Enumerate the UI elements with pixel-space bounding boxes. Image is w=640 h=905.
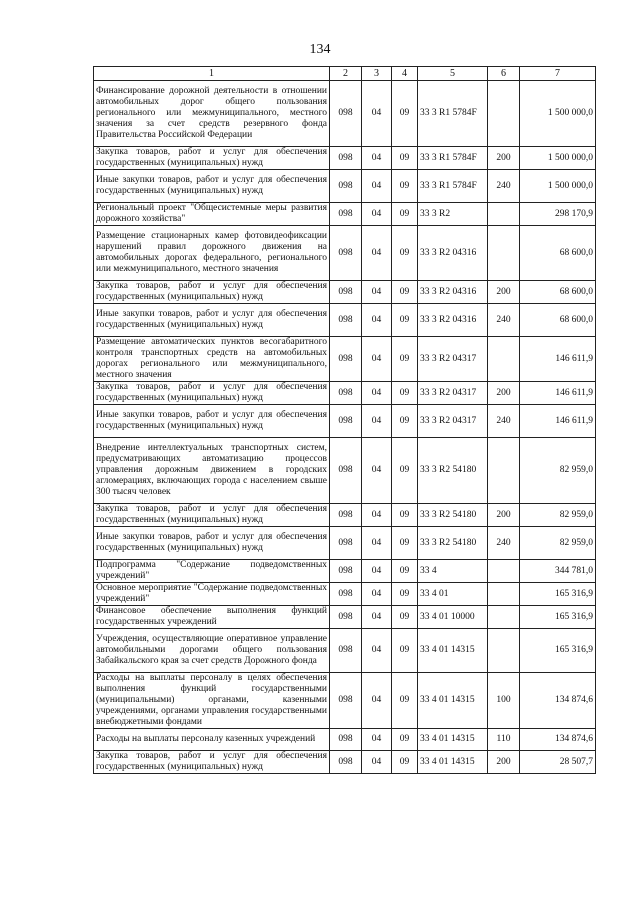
table-row bbox=[94, 281, 596, 304]
table-row bbox=[94, 170, 596, 203]
row-section: 04 bbox=[362, 170, 392, 203]
row-subsection: 09 bbox=[392, 226, 418, 281]
row-target-code: 33 3 R1 5784F bbox=[418, 147, 488, 170]
row-grbs: 098 bbox=[330, 81, 362, 147]
row-grbs: 098 bbox=[330, 729, 362, 751]
row-subsection: 09 bbox=[392, 382, 418, 405]
col-header-5: 5 bbox=[418, 67, 488, 81]
row-section: 04 bbox=[362, 629, 392, 673]
row-amount: 165 316,9 bbox=[520, 606, 596, 629]
row-grbs: 098 bbox=[330, 405, 362, 438]
row-section: 04 bbox=[362, 438, 392, 504]
row-subsection: 09 bbox=[392, 203, 418, 226]
row-subsection: 09 bbox=[392, 170, 418, 203]
row-name: Финансовое обеспечение выполнения функций государственных учреждений bbox=[94, 606, 330, 629]
row-subsection: 09 bbox=[392, 147, 418, 170]
col-header-1: 1 bbox=[94, 67, 330, 81]
row-name: Размещение стационарных камер фотовидеофиксации нарушений правил дорожного движения на автомобильных дорогах федерального, регионального или межмуниципального, местного значения bbox=[94, 226, 330, 281]
row-amount: 82 959,0 bbox=[520, 504, 596, 527]
row-amount: 134 874,6 bbox=[520, 673, 596, 729]
row-name: Внедрение интеллектуальных транспортных систем, предусматривающих автоматизацию процессов управления дорожным движением в городских агломерациях, включающих города с населением свыше 300 тысяч человек bbox=[94, 438, 330, 504]
row-section: 04 bbox=[362, 606, 392, 629]
row-grbs: 098 bbox=[330, 337, 362, 382]
row-subsection: 09 bbox=[392, 337, 418, 382]
row-amount: 344 781,0 bbox=[520, 560, 596, 583]
row-subsection: 09 bbox=[392, 729, 418, 751]
row-target-code: 33 3 R2 54180 bbox=[418, 504, 488, 527]
table-row bbox=[94, 629, 596, 673]
row-grbs: 098 bbox=[330, 527, 362, 560]
table-row bbox=[94, 729, 596, 751]
table-row bbox=[94, 673, 596, 729]
row-expense-type: 200 bbox=[488, 281, 520, 304]
row-section: 04 bbox=[362, 527, 392, 560]
col-header-4: 4 bbox=[392, 67, 418, 81]
row-amount: 165 316,9 bbox=[520, 583, 596, 606]
row-grbs: 098 bbox=[330, 504, 362, 527]
row-section: 04 bbox=[362, 504, 392, 527]
row-name: Подпрограмма "Содержание подведомственных учреждений" bbox=[94, 560, 330, 583]
table-row bbox=[94, 226, 596, 281]
row-grbs: 098 bbox=[330, 583, 362, 606]
row-target-code: 33 3 R1 5784F bbox=[418, 170, 488, 203]
row-subsection: 09 bbox=[392, 606, 418, 629]
row-section: 04 bbox=[362, 729, 392, 751]
row-expense-type: 240 bbox=[488, 304, 520, 337]
row-amount: 68 600,0 bbox=[520, 226, 596, 281]
row-name: Закупка товаров, работ и услуг для обеспечения государственных (муниципальных) нужд bbox=[94, 147, 330, 170]
row-target-code: 33 3 R1 5784F bbox=[418, 81, 488, 147]
row-name: Иные закупки товаров, работ и услуг для обеспечения государственных (муниципальных) нужд bbox=[94, 405, 330, 438]
row-expense-type bbox=[488, 81, 520, 147]
page-number: 134 bbox=[309, 42, 331, 57]
row-expense-type bbox=[488, 438, 520, 504]
row-grbs: 098 bbox=[330, 147, 362, 170]
row-name: Закупка товаров, работ и услуг для обеспечения государственных (муниципальных) нужд bbox=[94, 281, 330, 304]
row-expense-type bbox=[488, 203, 520, 226]
row-target-code: 33 3 R2 54180 bbox=[418, 527, 488, 560]
row-expense-type: 240 bbox=[488, 405, 520, 438]
row-amount: 146 611,9 bbox=[520, 405, 596, 438]
row-subsection: 09 bbox=[392, 583, 418, 606]
row-expense-type bbox=[488, 606, 520, 629]
row-expense-type: 110 bbox=[488, 729, 520, 751]
row-target-code: 33 4 01 10000 bbox=[418, 606, 488, 629]
row-name: Учреждения, осуществляющие оперативное управление автомобильными дорогами общего пользования Забайкальского края за счет средств Дорожного фонда bbox=[94, 629, 330, 673]
row-amount: 146 611,9 bbox=[520, 382, 596, 405]
row-expense-type: 200 bbox=[488, 147, 520, 170]
row-target-code: 33 4 01 14315 bbox=[418, 629, 488, 673]
row-target-code: 33 3 R2 04316 bbox=[418, 304, 488, 337]
table-row bbox=[94, 147, 596, 170]
row-grbs: 098 bbox=[330, 751, 362, 774]
row-grbs: 098 bbox=[330, 226, 362, 281]
row-subsection: 09 bbox=[392, 405, 418, 438]
row-target-code: 33 4 01 14315 bbox=[418, 751, 488, 774]
row-name: Закупка товаров, работ и услуг для обеспечения государственных (муниципальных) нужд bbox=[94, 751, 330, 774]
row-target-code: 33 3 R2 04317 bbox=[418, 337, 488, 382]
row-section: 04 bbox=[362, 405, 392, 438]
row-target-code: 33 3 R2 54180 bbox=[418, 438, 488, 504]
row-name: Закупка товаров, работ и услуг для обеспечения государственных (муниципальных) нужд bbox=[94, 382, 330, 405]
row-section: 04 bbox=[362, 382, 392, 405]
row-target-code: 33 4 01 14315 bbox=[418, 729, 488, 751]
row-expense-type bbox=[488, 226, 520, 281]
row-section: 04 bbox=[362, 751, 392, 774]
row-name: Иные закупки товаров, работ и услуг для обеспечения государственных (муниципальных) нужд bbox=[94, 527, 330, 560]
table-row bbox=[94, 527, 596, 560]
row-target-code: 33 3 R2 04316 bbox=[418, 281, 488, 304]
row-target-code: 33 3 R2 04317 bbox=[418, 382, 488, 405]
table-row bbox=[94, 405, 596, 438]
row-target-code: 33 4 01 14315 bbox=[418, 673, 488, 729]
col-header-2: 2 bbox=[330, 67, 362, 81]
row-name: Размещение автоматических пунктов весогабаритного контроля транспортных средств на автомобильных дорогах регионального или межмуниципального, местного значения bbox=[94, 337, 330, 382]
row-name: Иные закупки товаров, работ и услуг для обеспечения государственных (муниципальных) нужд bbox=[94, 304, 330, 337]
row-target-code: 33 4 bbox=[418, 560, 488, 583]
row-expense-type bbox=[488, 337, 520, 382]
table-row bbox=[94, 583, 596, 606]
row-subsection: 09 bbox=[392, 281, 418, 304]
row-amount: 82 959,0 bbox=[520, 527, 596, 560]
row-subsection: 09 bbox=[392, 504, 418, 527]
row-amount: 298 170,9 bbox=[520, 203, 596, 226]
budget-table bbox=[93, 66, 596, 774]
row-name: Иные закупки товаров, работ и услуг для обеспечения государственных (муниципальных) нужд bbox=[94, 170, 330, 203]
row-name: Закупка товаров, работ и услуг для обеспечения государственных (муниципальных) нужд bbox=[94, 504, 330, 527]
row-target-code: 33 3 R2 bbox=[418, 203, 488, 226]
row-section: 04 bbox=[362, 337, 392, 382]
row-target-code: 33 4 01 bbox=[418, 583, 488, 606]
row-name: Основное мероприятие "Содержание подведомственных учреждений" bbox=[94, 583, 330, 606]
row-expense-type: 240 bbox=[488, 527, 520, 560]
table-row bbox=[94, 751, 596, 774]
row-grbs: 098 bbox=[330, 382, 362, 405]
row-amount: 165 316,9 bbox=[520, 629, 596, 673]
row-grbs: 098 bbox=[330, 629, 362, 673]
row-section: 04 bbox=[362, 560, 392, 583]
row-amount: 134 874,6 bbox=[520, 729, 596, 751]
row-subsection: 09 bbox=[392, 527, 418, 560]
table-row bbox=[94, 504, 596, 527]
row-section: 04 bbox=[362, 304, 392, 337]
row-amount: 146 611,9 bbox=[520, 337, 596, 382]
row-grbs: 098 bbox=[330, 606, 362, 629]
row-expense-type bbox=[488, 629, 520, 673]
row-section: 04 bbox=[362, 203, 392, 226]
row-amount: 82 959,0 bbox=[520, 438, 596, 504]
row-subsection: 09 bbox=[392, 560, 418, 583]
row-amount: 28 507,7 bbox=[520, 751, 596, 774]
row-subsection: 09 bbox=[392, 438, 418, 504]
row-expense-type: 200 bbox=[488, 504, 520, 527]
table-body bbox=[94, 81, 596, 774]
row-name: Финансирование дорожной деятельности в отношении автомобильных дорог общего пользования регионального или межмуниципального, местного значения за счет средств резервного фонда Правительства Российской Федерации bbox=[94, 81, 330, 147]
row-grbs: 098 bbox=[330, 281, 362, 304]
row-amount: 1 500 000,0 bbox=[520, 81, 596, 147]
row-expense-type bbox=[488, 560, 520, 583]
row-expense-type: 200 bbox=[488, 751, 520, 774]
row-expense-type: 200 bbox=[488, 382, 520, 405]
row-subsection: 09 bbox=[392, 751, 418, 774]
table-row bbox=[94, 438, 596, 504]
table-row bbox=[94, 203, 596, 226]
row-section: 04 bbox=[362, 583, 392, 606]
row-amount: 1 500 000,0 bbox=[520, 170, 596, 203]
row-section: 04 bbox=[362, 226, 392, 281]
row-target-code: 33 3 R2 04316 bbox=[418, 226, 488, 281]
row-section: 04 bbox=[362, 81, 392, 147]
header-row bbox=[94, 67, 596, 81]
table-row bbox=[94, 382, 596, 405]
row-section: 04 bbox=[362, 281, 392, 304]
row-section: 04 bbox=[362, 147, 392, 170]
table-row bbox=[94, 81, 596, 147]
row-amount: 1 500 000,0 bbox=[520, 147, 596, 170]
col-header-7: 7 bbox=[520, 67, 596, 81]
col-header-6: 6 bbox=[488, 67, 520, 81]
row-subsection: 09 bbox=[392, 629, 418, 673]
row-name: Расходы на выплаты персоналу казенных учреждений bbox=[94, 729, 330, 751]
table-row bbox=[94, 606, 596, 629]
row-expense-type: 240 bbox=[488, 170, 520, 203]
col-header-3: 3 bbox=[362, 67, 392, 81]
row-grbs: 098 bbox=[330, 170, 362, 203]
row-amount: 68 600,0 bbox=[520, 304, 596, 337]
table-row bbox=[94, 560, 596, 583]
row-expense-type bbox=[488, 583, 520, 606]
row-expense-type: 100 bbox=[488, 673, 520, 729]
row-grbs: 098 bbox=[330, 304, 362, 337]
row-section: 04 bbox=[362, 673, 392, 729]
row-grbs: 098 bbox=[330, 673, 362, 729]
row-target-code: 33 3 R2 04317 bbox=[418, 405, 488, 438]
row-grbs: 098 bbox=[330, 560, 362, 583]
row-subsection: 09 bbox=[392, 81, 418, 147]
row-name: Расходы на выплаты персоналу в целях обеспечения выполнения функций государственными (муниципальными) органами, казенными учреждениями, органами управления государственными внебюджетными фондами bbox=[94, 673, 330, 729]
row-subsection: 09 bbox=[392, 673, 418, 729]
row-name: Региональный проект "Общесистемные меры развития дорожного хозяйства" bbox=[94, 203, 330, 226]
row-amount: 68 600,0 bbox=[520, 281, 596, 304]
table-row bbox=[94, 337, 596, 382]
row-grbs: 098 bbox=[330, 438, 362, 504]
row-grbs: 098 bbox=[330, 203, 362, 226]
row-subsection: 09 bbox=[392, 304, 418, 337]
table-row bbox=[94, 304, 596, 337]
